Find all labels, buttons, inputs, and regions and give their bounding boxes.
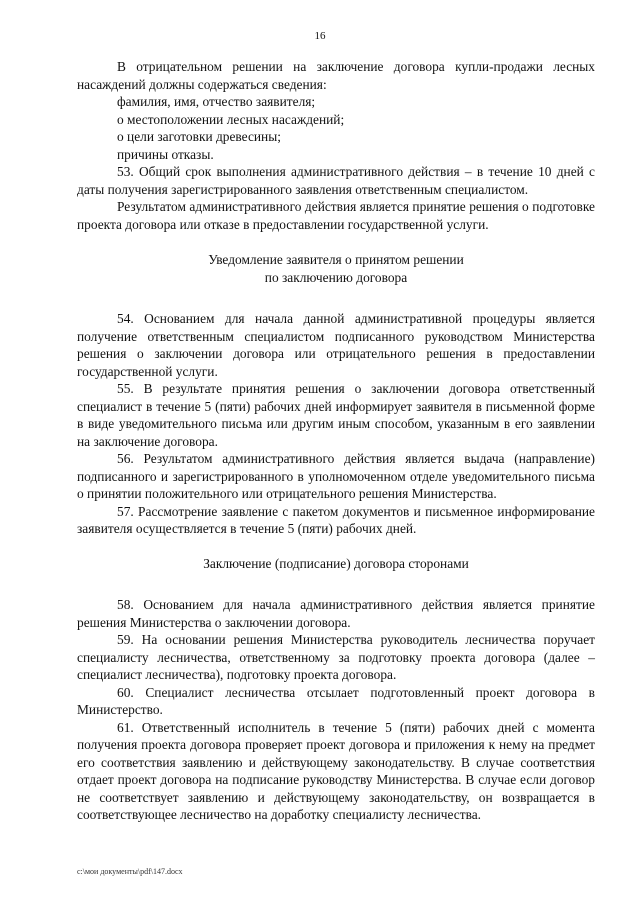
page-number: 16: [314, 30, 326, 42]
heading-line: Заключение (подписание) договора сторонами: [203, 555, 469, 571]
heading-line: по заключению договора: [264, 269, 408, 285]
paragraph-55: 55. В результате принятия решения о заключении договора ответственный специалист в течение 5 (пяти) рабочих дней информирует заявителя в письменной форме в виде уведомительного письма или другим иным способом, указанным в его заявлении на заключение договора.: [77, 381, 595, 449]
list-item: причины отказы.: [117, 146, 214, 162]
file-path-footer: c:\мои документы\pdf\147.docx: [77, 867, 183, 876]
paragraph-57: 57. Рассмотрение заявление с пакетом документов и письменное информирование заявителя осуществляется в течение 5 (пяти) рабочих дней.: [77, 503, 595, 536]
paragraph-60: 60. Специалист лесничества отсылает подготовленный проект договора в Министерство.: [77, 684, 595, 717]
paragraph-53: 53. Общий срок выполнения административного действия – в течение 10 дней с даты получения зарегистрированного заявления ответственным специалистом.: [77, 164, 595, 197]
heading-line: Уведомление заявителя о принятом решении: [208, 252, 464, 267]
document-body: [77, 58, 595, 824]
paragraph-56: 56. Результатом административного действия является выдача (направление) подписанного и зарегистрированного в уполномоченном отделе уведомительного письма о принятии положительного или отрицательного решения Министерства.: [77, 451, 595, 501]
paragraph-58: 58. Основанием для начала административного действия является принятие решения Министерства о заключении договора.: [77, 597, 595, 630]
section-heading-contract-signing: [77, 555, 595, 573]
paragraph: В отрицательном решении на заключение договора купли-продажи лесных насаждений должны содержаться сведения:: [77, 59, 595, 92]
paragraph: Результатом административного действия является принятие решения о подготовке проекта договора или отказе в предоставлении государственной услуги.: [77, 199, 595, 232]
list-item: фамилия, имя, отчество заявителя;: [117, 94, 316, 109]
paragraph-61: 61. Ответственный исполнитель в течение 5 (пяти) рабочих дней с момента получения проекта договора проверяет проект договора и приложения к нему на предмет его соответствия заявлению и действующему законодательству. В случае соответствия отдает проект договора на подписание руководству Министерства. В случае если договор не соответствует заявлению и действующему законодательству, он возвращается в соответствующее лесничество на доработку специалисту лесничества.: [77, 719, 595, 822]
list-item: о местоположении лесных насаждений;: [117, 111, 345, 127]
list-item: о цели заготовки древесины;: [117, 129, 281, 144]
paragraph-54: 54. Основанием для начала данной административной процедуры является получение ответственным специалистом подписанного руководством Министерства решения о заключении договора или отрицательного решения в предоставлении государственной услуги.: [77, 311, 595, 379]
paragraph-59: 59. На основании решения Министерства руководитель лесничества поручает специалисту лесничества, ответственному за подготовку проекта договора (далее – специалист лесничества), подготовку проекта договора.: [77, 632, 595, 682]
section-heading-notification: [77, 251, 595, 286]
